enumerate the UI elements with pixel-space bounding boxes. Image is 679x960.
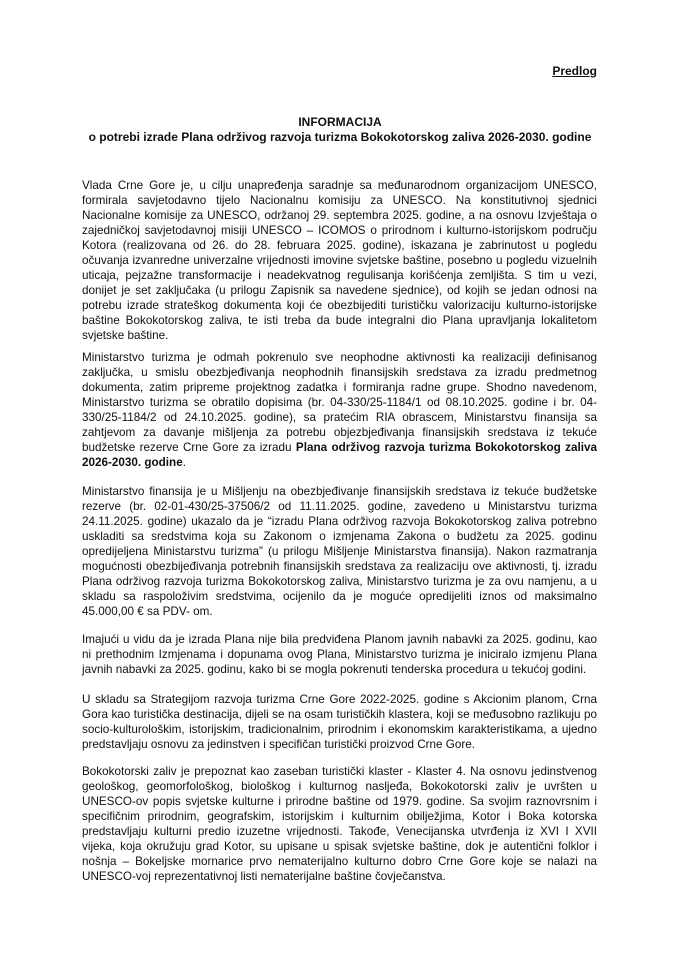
paragraph-4: Imajući u vidu da je izrada Plana nije bila predviđena Planom javnih nabavki za 2025. godinu, kao ni prethodnim Izmjenama i dopunama ovog Plana, Ministarstvo turizma je iniciralo izmjenu Plana javnih nabavki za 2025. godinu, kako bi se mogla pokrenuti tenderska procedura u tekućoj godini.: [82, 633, 597, 676]
paragraph-1: Vlada Crne Gore je, u cilju unapređenja saradnje sa međunarodnom organizacijom UNESCO, formirala savjetodavno tijelo Nacionalnu komisiju za UNESCO. Na konstitutivnoj sjednici Nacionalne komisije za UNESCO, održanoj 29. septembra 2025. godine, a na osnovu Izvještaja o zajedničkoj savjetodavnoj misiji UNESCO – ICOMOS o prirodnom i kulturno-istorijskom području Kotora (realizovana od 26. do 28. februara 2025. godine), iskazana je zabrinutost u pogledu očuvanja izvanredne univerzalne vrijednosti imovine svjetske baštine, posebno u pogledu vizuelnih uticaja, pejzažne transformacije i neadekvatnog regulisanja korišćenja zemljišta. S tim u vezi, donijet je set zaključaka (u prilogu Zapisnik sa navedene sjednice), od kojih se jedan odnosi na potrebu izrade strateškog dokumenta koji će obezbijediti turističku valorizaciju kulturno-istorijske baštine Bokokotorskog zaliva, te isti treba da bude integralni dio Plana upravljanja lokalitetom svjetske baštine.: [82, 179, 597, 342]
paragraph-2-bold: Plana održivog razvoja turizma Bokokotorskog zaliva 2026-2030. godine: [82, 441, 597, 469]
paragraph-3: Ministarstvo finansija je u Mišljenju na obezbjeđivanje finansijskih sredstava iz tekuće budžetske rezerve (br. 02-01-430/25-37506/2 od 11.11.2025. godine, zavedeno u Ministarstvu turizma 24.11.2025. godine) ukazalo da je “izradu Plana održivog razvoja Bokokotorskog zaliva potrebno uskladiti sa sredstvima koja su Zakonom o izmjenama Zakona o budžetu za 2025. godinu opredijeljena Ministarstvu turizma” (u prilogu Mišljenje Ministarstva finansija). Nakon razmatranja mogućnosti obezbijeđivanja potrebnih finansijskih sredstava za realizaciju ove aktivnosti, tj. izradu Plana održivog razvoja turizma Bokokotorskog zaliva, Ministarstvo turizma je za ovu namjenu, a u skladu sa raspoloživim sredstvima, ocijenilo da je moguće opredijeliti iznos od maksimalno 45.000,00 € sa PDV- om.: [82, 485, 597, 618]
paragraph-2-text: Ministarstvo turizma je odmah pokrenulo sve neophodne aktivnosti ka realizaciji definisanog zaključka, u smislu obezbjeđivanja neophodnih finansijskih sredstava za izradu predmetnog dokumenta, zatim pripreme projektnog zadatka i formiranja radne grupe. Shodno navedenom, Ministarstvo turizma se obratilo dopisima (br. 04-330/25-1184/1 od 08.10.2025. godine i br. 04-330/25-1184/2 od 24.10.2025. godine), sa pratećim RIA obrascem, Ministarstvu finansija sa zahtjevom za davanje mišljenja za potrebu objezbjeđivanja finansijskih sredstava iz tekuće budžetske rezerve Crne Gore za izradu: [82, 351, 597, 454]
paragraph-5: U skladu sa Strategijom razvoja turizma Crne Gore 2022-2025. godine s Akcionim planom, Crna Gora kao turistička destinacija, dijeli se na osam turističkih klastera, koji se međusobno razlikuju po socio-kulturološkim, istorijskim, tradicionalnim, prirodnim i ekonomskim karakteristikama, a ujedno predstavljaju osnovu za jedinstven i specifičan turistički proizvod Crne Gore.: [82, 693, 597, 751]
document-subtitle: o potrebi izrade Plana održivog razvoja turizma Bokokotorskog zaliva 2026-2030. godine: [88, 130, 592, 144]
paragraph-6: Bokokotorski zaliv je prepoznat kao zaseban turistički klaster - Klaster 4. Na osnovu jedinstvenog geološkog, geomorfološkog, biološkog i kulturnog nasljeđa, Bokokotorski zaliv je uvršten u UNESCO-ov popis svjetske kulturne i prirodne baštine od 1979. godine. Sa svojim raznovrsnim i specifičnim prirodnim, geografskim, istorijskim i kulturnim obilježjima, Kotor i Boka kotorska predstavljaju kulturni predio izuzetne vrijednosti. Takođe, Venecijanska utvrđenja iz XVI I XVII vijeka, koja okružuju grad Kotor, su upisane u spisak svjetske baštine, dok je autentični folklor i nošnja – Bokeljske mornarice prvo nematerijalno kulturno dobro Crne Gore koje se nalazi na UNESCO-voj reprezentativnoj listi nematerijalne baštine čovječanstva.: [82, 765, 597, 883]
proposal-label: Predlog: [552, 64, 597, 78]
paragraph-2-end: .: [182, 456, 186, 469]
paragraph-2: [82, 350, 597, 470]
document-title: INFORMACIJA: [298, 115, 382, 129]
